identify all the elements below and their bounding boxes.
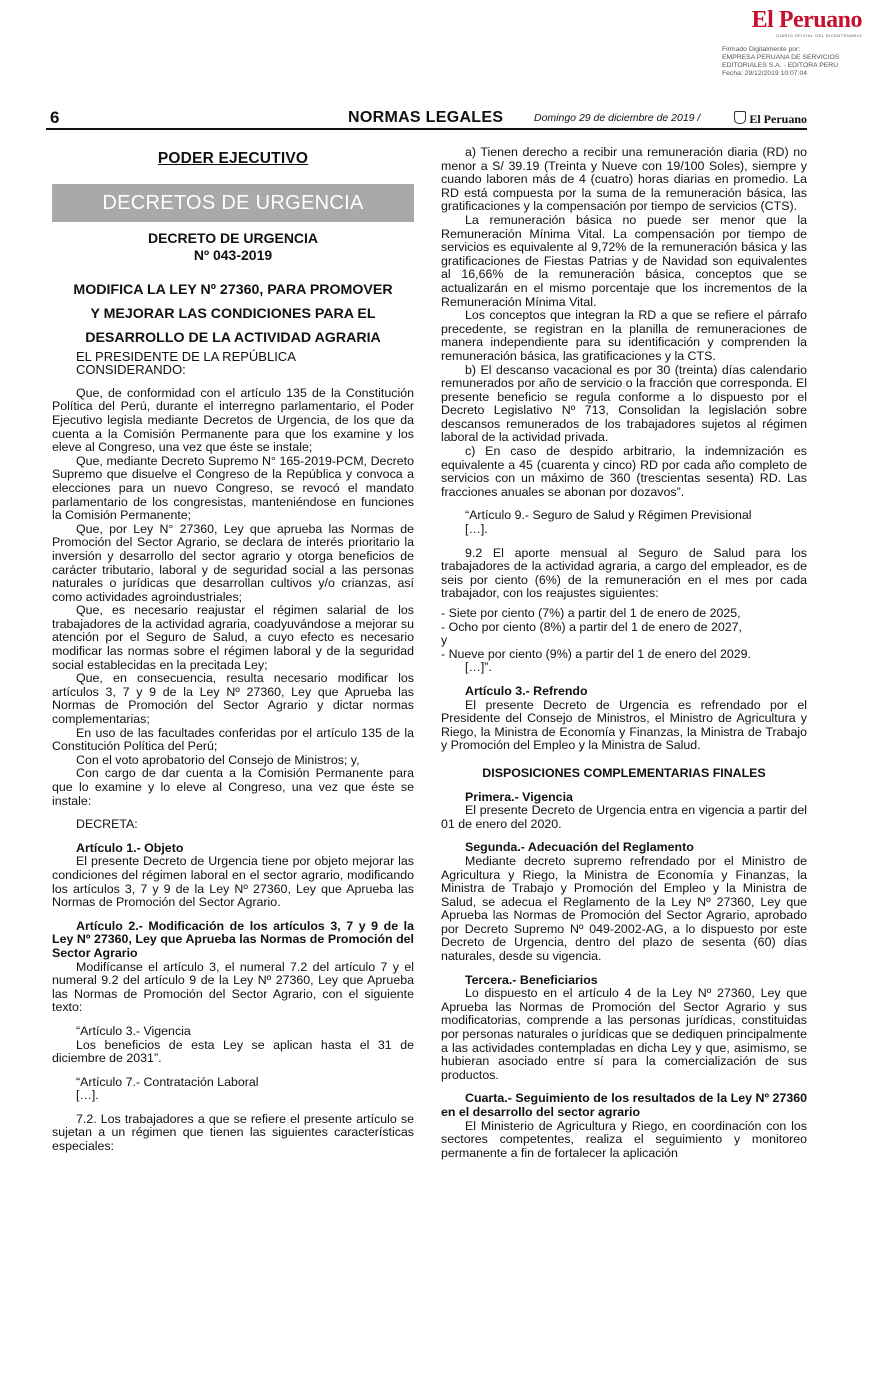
quoted-article-3-text: Los beneficios de esta Ley se aplican hasta el 31 de diciembre de 2031”. [52, 1037, 414, 1066]
poder-heading: PODER EJECUTIVO [157, 150, 309, 167]
page-number: 6 [50, 108, 60, 127]
numeral-9-2: 9.2 El aporte mensual al Seguro de Salud para los trabajadores de la actividad agraria, a cargo del empleador, es de seis por ciento (6%) de la remuneración en el mes por cada trabajador, con los reajustes siguientes: [441, 545, 807, 601]
list-conjunction: y [441, 633, 448, 648]
digital-signature [722, 46, 862, 78]
paragraph: Que, en consecuencia, resulta necesario modificar los artículos 3, 7 y 9 de la Ley Nº 27360, Ley que Aprueba las Normas de Promoción del Sector Agrario y dictar normas complementarias; [52, 671, 414, 727]
crest-icon [734, 111, 746, 124]
paragraph: Que, de conformidad con el artículo 135 de la Constitución Política del Perú, durante el interregno parlamentario, el Poder Ejecutivo legisla mediante Decretos de Urgencia, de los que da cuenta a la Comisión Permanente para que los examine y los eleve al Congreso, una vez que éste se instale; [52, 385, 414, 455]
disposition-1-text: El presente Decreto de Urgencia entra en vigencia a partir del 01 de enero del 2020. [441, 803, 807, 831]
publication-label: El Peruano [749, 112, 807, 126]
disposition-1-title: Primera.- Vigencia [465, 789, 573, 804]
paragraph: La remuneración básica no puede ser menor que la Remuneración Mínima Vital. La compensación por tiempo de servicios es equivalente al 9,72% de la remuneración básica y las gratificaciones de Fiestas Patrias y de Navidad son equivalentes al 16,66% de la remuneración básica, conceptos que se actualizarán en el mismo porcentaje que los incrementos de la Remuneración Mínima Vital. [441, 212, 807, 309]
closing-ellipsis: […]”. [465, 660, 492, 675]
paragraph: Con cargo de dar cuenta a la Comisión Permanente para que lo examine y lo eleve al Congreso, una vez que éste se instale: [52, 766, 414, 808]
title-line: Y MEJORAR LAS CONDICIONES PARA EL [90, 305, 376, 322]
quoted-article-9-title: “Artículo 9.- Seguro de Salud y Régimen Previsional [465, 508, 752, 523]
el-peruano-logo: El Peruano [751, 7, 862, 33]
article-2-text: Modifícanse el artículo 3, el numeral 7.2 del artículo 7 y el numeral 9.2 del artículo 9 de la Ley Nº 27360, Ley que Aprueba las Normas de Promoción del Sector Agrario, con el siguiente texto: [52, 959, 414, 1015]
numeral-7-2: 7.2. Los trabajadores a que se refiere el presente artículo se sujetan a un régimen que tienen las siguientes características especiales: [52, 1111, 414, 1154]
article-3-text: El presente Decreto de Urgencia es refrendado por el Presidente del Consejo de Ministros, el Ministro de Agricultura y Riego, la Ministra de Economía y Finanzas, la Ministra de Trabajo y Promoción del Empleo y la Ministra de Salud. [441, 697, 807, 753]
decree-number: Nº 043-2019 [193, 246, 273, 263]
decree-type: DECRETO DE URGENCIA [147, 229, 319, 246]
section-title: NORMAS LEGALES [348, 109, 504, 126]
article-1-title: Artículo 1.- Objeto [76, 840, 184, 855]
paragraph: Con el voto aprobatorio del Consejo de Ministros; y, [76, 752, 360, 767]
list-item: - Ocho por ciento (8%) a partir del 1 de enero de 2027, [441, 619, 742, 634]
article-3-title: Artículo 3.- Refrendo [465, 683, 588, 698]
item-b: b) El descanso vacacional es por 30 (treinta) días calendario remunerados por año de servicio o la fracción que corresponda. El presente beneficio se regula conforme a lo dispuesto por el Decreto Legislativo Nº 713, Consolidan la legislación sobre descansos remunerados de los trabajadores sujetos al régimen laboral de la actividad privada. [441, 362, 807, 445]
quoted-article-7-title: “Artículo 7.- Contratación Laboral [76, 1074, 259, 1089]
article-2-title: Artículo 2.- Modificación de los artículos 3, 7 y 9 de la Ley Nº 27360, Ley que Aprueba las Normas de Promoción del Sector Agrario [52, 918, 414, 960]
disposition-2-title: Segunda.- Adecuación del Reglamento [465, 840, 694, 855]
logo-tagline: DIARIO OFICIAL DEL BICENTENARIO [776, 33, 862, 38]
item-c: c) En caso de despido arbitrario, la indemnización es equivalente a 45 (cuarenta y cinco) RD por cada año completo de servicios con un máximo de 360 (trescientas sesenta) RD. Las fracciones anuales se abonan por dozavos”. [441, 444, 807, 499]
right-column [441, 146, 807, 1160]
disposition-3-title: Tercera.- Beneficiarios [465, 972, 598, 987]
signature-line: Firmado Digitalmente por: [722, 46, 801, 53]
decree-title [52, 278, 414, 350]
paragraph: Que, es necesario reajustar el régimen salarial de los trabajadores de la actividad agraria, coadyuvándose a mejorar su atención por el Seguro de Salud, a cuyo efecto es necesario modificar las normas sobre el régimen laboral y de la seguridad social establecidas en la precitada Ley; [52, 603, 414, 672]
disposition-2-text: Mediante decreto supremo refrendado por el Ministro de Agricultura y Riego, la Ministra de Economía y Finanzas, la Ministra de Trabajo y Promoción del Empleo y la Ministra de Salud, se adecua el Reglamento de la Ley Nº 27360, Ley que Aprueba las Normas de Promoción del Sector Agrario, aprobado por Decreto Supremo Nº 049-2002-AG, a lo dispuesto por este Decreto de Urgencia, dentro del plazo de sesenta (60) días naturales, desde su vigencia. [441, 853, 807, 964]
issue-date: Domingo 29 de diciembre de 2019 / [534, 112, 701, 124]
list-item: - Nueve por ciento (9%) a partir del 1 de enero del 2029. [441, 646, 751, 661]
paragraph: En uso de las facultades conferidas por el artículo 135 de la Constitución Política del Perú; [52, 725, 414, 754]
paragraph: Los conceptos que integran la RD a que se refiere el párrafo precedente, se registran en la planilla de remuneraciones de manera independiente para su identificación y comprenden la remuneración básica, las gratificaciones y la CTS. [441, 308, 807, 363]
item-a: a) Tienen derecho a recibir una remuneración diaria (RD) no menor a S/ 39.19 (Treinta y Nueve con 19/100 Soles), siempre y cuando laboren más de 4 (cuatro) horas diarias en promedio. La RD está compuesta por la suma de la remuneración básica, las gratificaciones y la compensación por tiempo de servicios (CTS). [441, 145, 807, 214]
disposition-4-title: Cuarta.- Seguimiento de los resultados de la Ley Nº 27360 en el desarrollo del sector agrario [441, 1091, 807, 1119]
signature-line: Fecha: 29/12/2019 10:07:04 [722, 70, 808, 77]
disposition-3-text: Lo dispuesto en el artículo 4 de la Ley Nº 27360, Ley que Aprueba las Normas de Promoción del Sector Agrario y sus modificatorias, comprende a las personas jurídicas, constituidas por personas naturales o jurídicas que se dediquen principalmente a las actividades contempladas en dicha Ley y que, asimismo, se hubieran asociado entre sí para la comercialización de sus productos. [441, 986, 807, 1082]
considerando-heading: CONSIDERANDO: [76, 362, 186, 378]
paragraph: Que, por Ley N° 27360, Ley que aprueba las Normas de Promoción del Sector Agrario, se declara de interés prioritario la inversión y desarrollo del sector agrario y otorga beneficios de carácter tributario, laboral y de seguridad social a las personas naturales o jurídicas que desarrollan cultivos y/o crianzas, así como actividades agroindustriales; [52, 521, 414, 604]
page-header [46, 108, 807, 130]
paragraph: Que, mediante Decreto Supremo N° 165-2019-PCM, Decreto Supremo que disuelve el Congreso de la República y convoca a elecciones para un nuevo Congreso, se revocó el mandato parlamentario de los congresistas, manteniéndose en funciones la Comisión Permanente; [52, 453, 414, 523]
ellipsis: […]. [465, 522, 488, 537]
decreta-heading: DECRETA: [76, 817, 138, 832]
publication-name [734, 111, 807, 127]
article-1-text: El presente Decreto de Urgencia tiene por objeto mejorar las condiciones del régimen laboral en el sector agrario, modificando los artículos 3, 7 y 9 de la Ley Nº 27360, Ley que Aprueba las Normas de Promoción del Sector Agrario. [52, 854, 414, 910]
quoted-article-3-title: “Artículo 3.- Vigencia [76, 1023, 191, 1038]
decree-header [52, 230, 414, 264]
signature-line: EDITORIALES S.A. - EDITORA PERU [722, 62, 839, 69]
ellipsis: […]. [76, 1088, 99, 1103]
president-line: EL PRESIDENTE DE LA REPÚBLICA [76, 348, 296, 364]
title-line: MODIFICA LA LEY Nº 27360, PARA PROMOVER [73, 281, 393, 298]
left-column [52, 146, 414, 1154]
section-banner: DECRETOS DE URGENCIA [52, 184, 414, 222]
brand-block [722, 8, 862, 78]
disposition-4-text: El Ministerio de Agricultura y Riego, en coordinación con los sectores competentes, realiza el seguimiento y monitoreo permanente a fin de fortalecer la aplicación [441, 1118, 807, 1160]
disposiciones-heading: DISPOSICIONES COMPLEMENTARIAS FINALES [482, 765, 766, 780]
title-line: DESARROLLO DE LA ACTIVIDAD AGRARIA [85, 329, 381, 346]
signature-line: EMPRESA PERUANA DE SERVICIOS [722, 54, 840, 61]
list-item: - Siete por ciento (7%) a partir del 1 de enero de 2025, [441, 606, 741, 620]
